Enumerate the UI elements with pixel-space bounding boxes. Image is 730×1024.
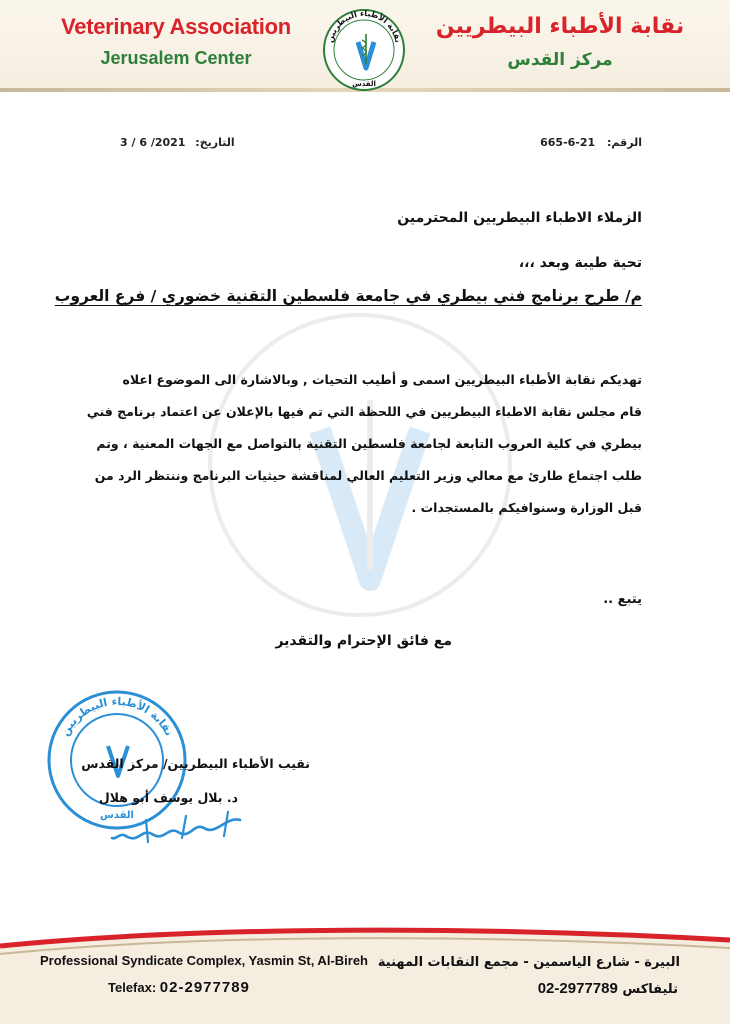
svg-text:نقابة الأطباء البيطريين [58,695,175,738]
telefax-number-en: 02-2977789 [159,979,250,996]
date-value: 3 / 6 /2021 [120,136,186,149]
association-logo [322,4,406,100]
footer-telefax-ar [538,980,678,997]
body-line: طلب اجتماع طارئ مع معالي وزير التعليم العالي لمناقشة حيثيات البرنامج وننتظر الرد من [94,468,642,483]
signer-title: نقيب الأطباء البيطريين/ مركز القدس [81,756,310,771]
association-name-en: Veterinary Association [61,14,291,39]
stamp-bottom-text: القدس [100,810,134,821]
footer-address-en: Professional Syndicate Complex, Yasmin St, Al-Bireh [40,953,368,968]
to-be-continued: يتبع .. [603,592,642,607]
body-line: بيطري في كلية العروب التابعة لجامعة فلسطين التقنية بالتواصل مع الجهات المعنية ، وتم [96,436,642,451]
letter-date [120,136,235,149]
reference-value: 665-6-21 [540,136,596,149]
footer-background [0,918,730,1024]
body-line: تهديكم نقابة الأطباء البيطريين اسمى و أطيب التحيات , وبالاشارة الى الموضوع اعلاه [122,372,642,387]
reference-number [540,136,642,149]
letter-body [86,364,642,524]
logo-arc-text: نقابة الأطباء البيطريين [325,8,403,44]
closing-regards: مع فائق الإحترام والتقدير [275,633,452,649]
signer-name: د. بلال يوسف أبو هلال [98,790,238,805]
stamp-arc-text: نقابة الأطباء البيطريين [58,694,176,739]
center-name-en: Jerusalem Center [100,48,252,68]
addressee: الزملاء الاطباء البيطريين المحترمين [397,210,642,226]
reference-label: الرقم: [607,136,642,149]
association-name-ar: نقابة الأطباء البيطريين [435,14,685,39]
date-label: التاريخ: [195,136,235,149]
telefax-label-ar: تليفاكس [622,982,678,997]
handwritten-signature [108,806,246,852]
footer-telefax-en [108,979,250,996]
center-name-ar: مركز القدس [507,50,613,70]
body-line: قبل الوزارة وسنوافيكم بالمستجدات . [411,500,642,515]
letter-subject: م/ طرح برنامج فني بيطري في جامعة فلسطين التقنية خضوري / فرع العروب [54,287,642,305]
body-line: قام مجلس نقابة الاطباء البيطريين في اللحظة التي تم فيها بالإعلان عن اعتماد برنامج فني [86,404,642,419]
telefax-number-ar: 02-2977789 [537,980,618,997]
telefax-label-en: Telefax: [108,980,157,995]
footer-address-ar: البيرة - شارع الياسمين - مجمع النقابات المهنية [377,955,680,970]
greeting: تحية طيبة وبعد ،،، [518,255,642,271]
logo-bottom-text: القدس [352,80,376,88]
